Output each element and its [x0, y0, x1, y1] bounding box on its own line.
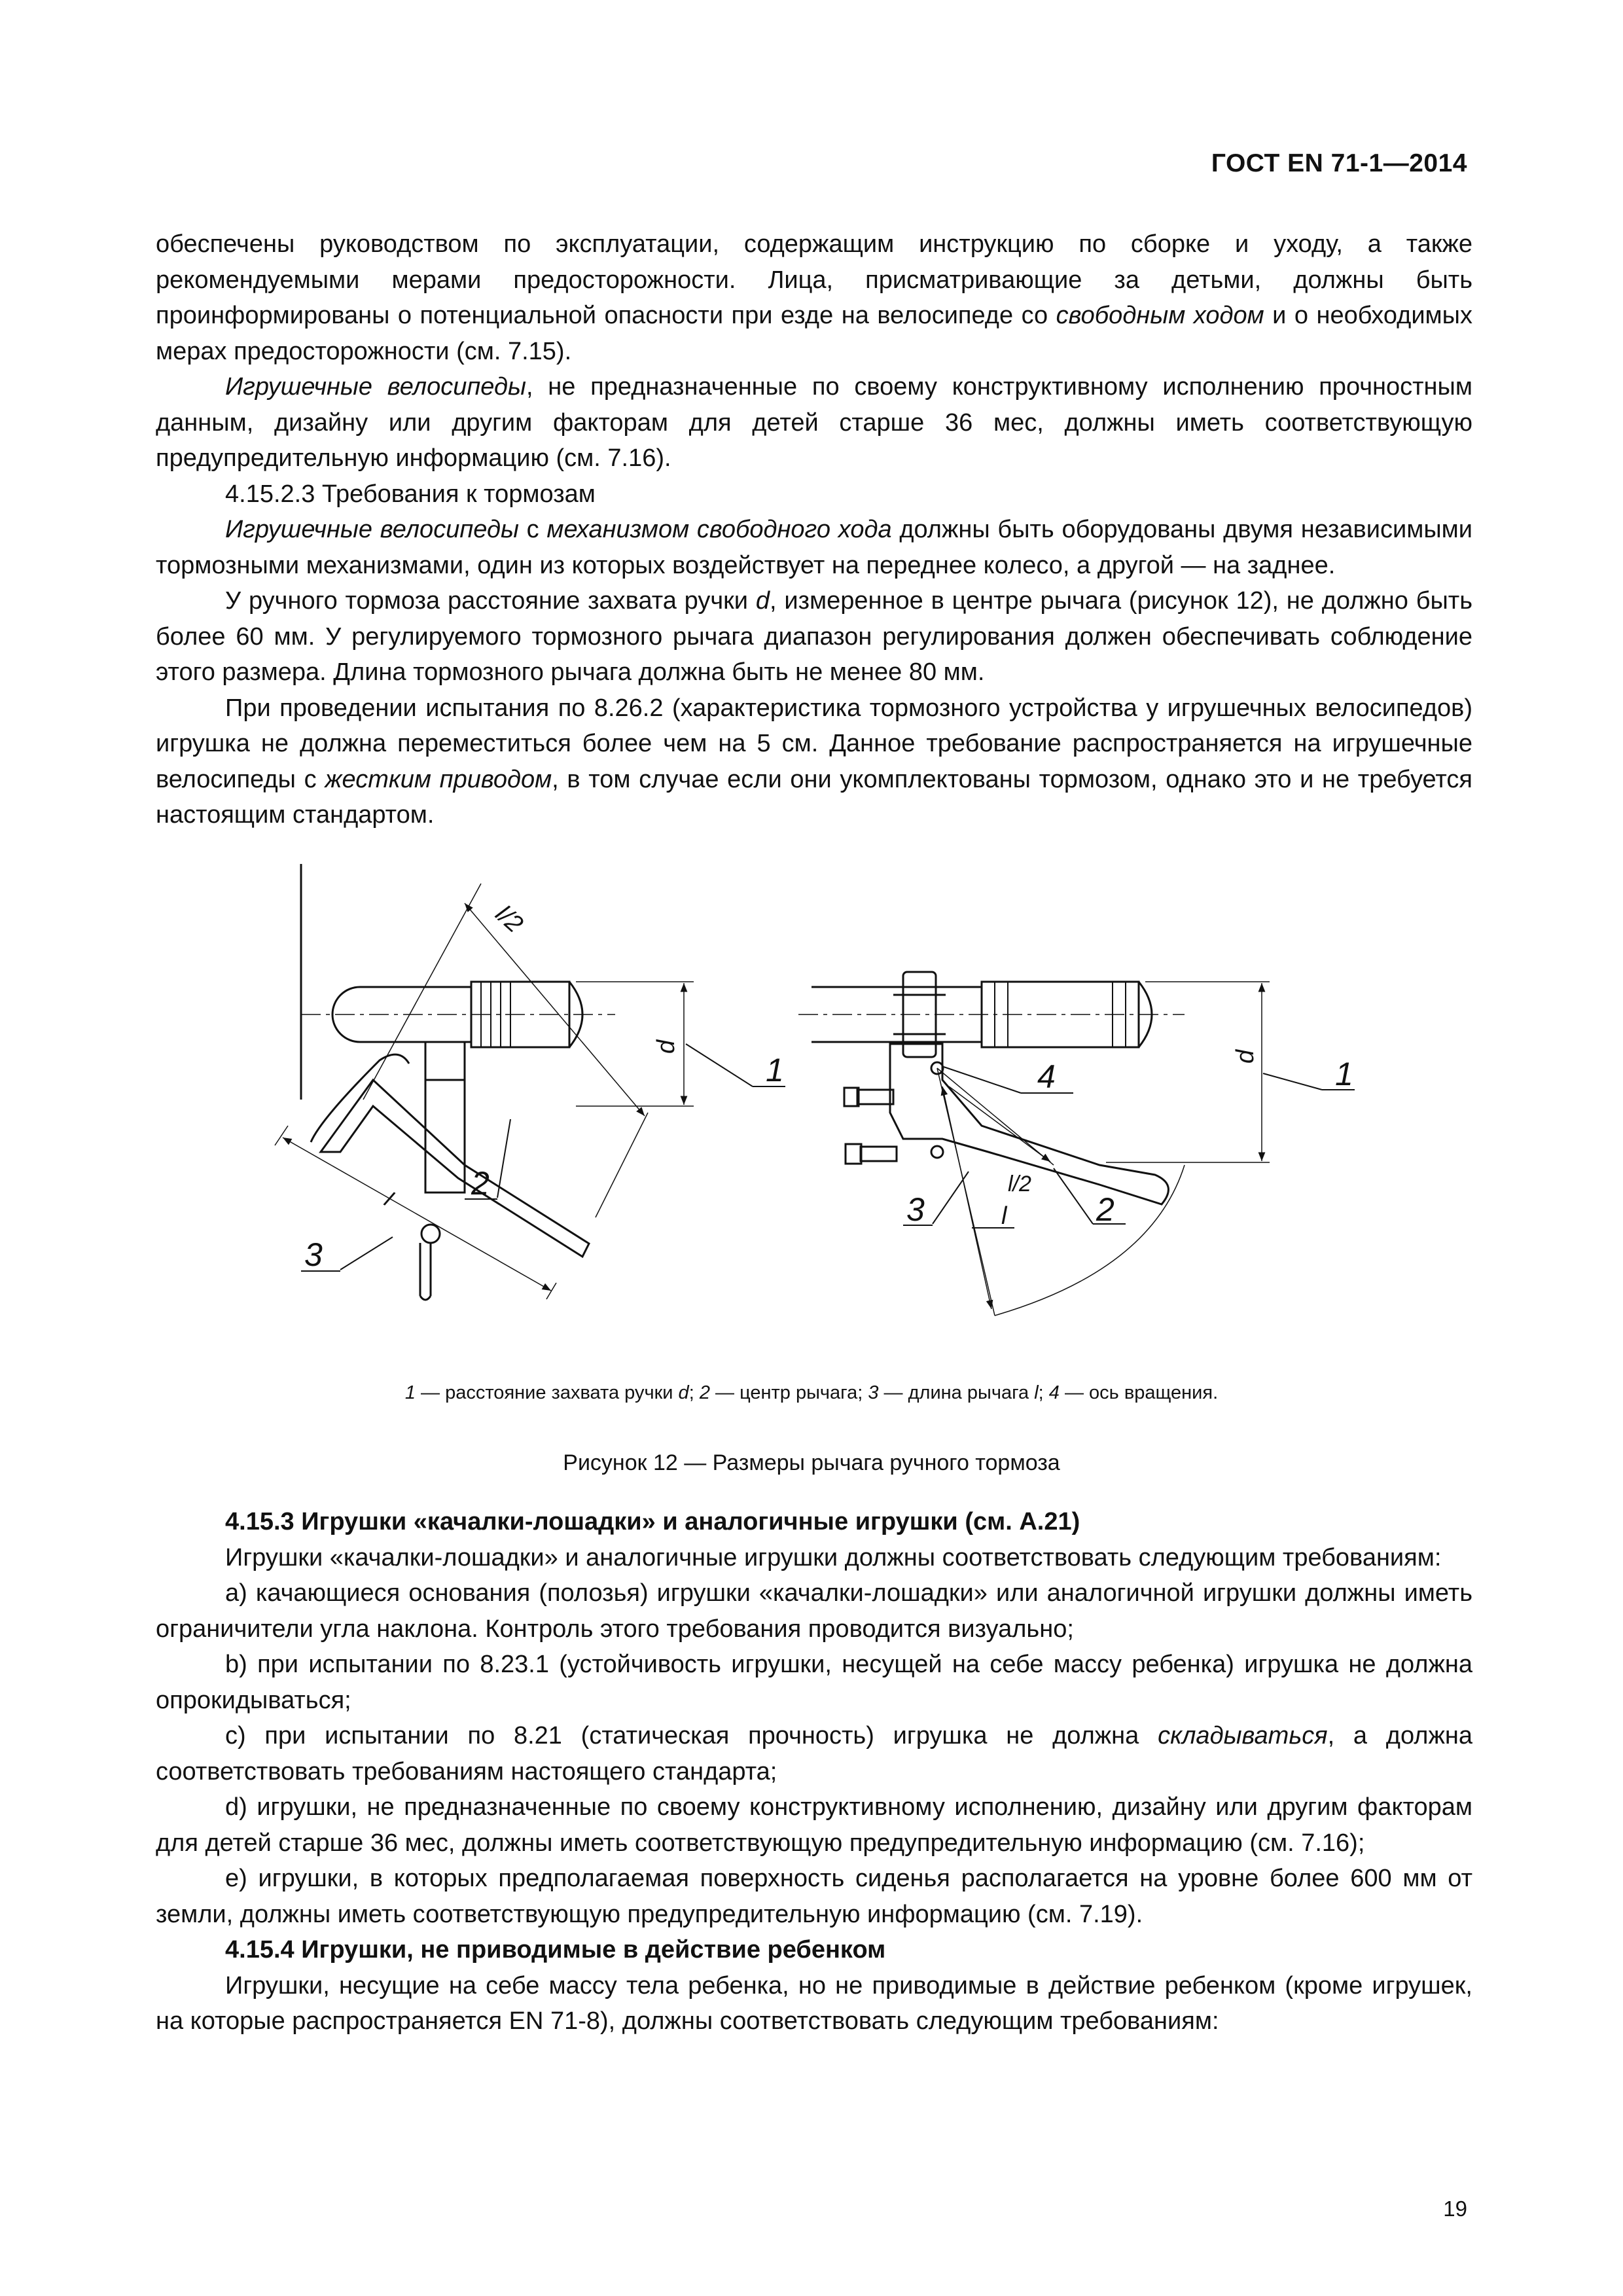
paragraph — [156, 1968, 1472, 2039]
paragraph — [156, 1540, 1472, 1576]
paragraph — [156, 691, 1472, 833]
page-number: 19 — [1443, 2197, 1467, 2221]
text-run: обеспечены руководством по эксплуатации, содержащим инструкцию по сборке и уходу, а также рекомендуемыми мерами предосторожности. Лица, присматривающие за детьми, должны быть проинформированы о потенциальной опасности при езде на велосипеде со — [156, 230, 1472, 329]
label-2-right: 2 — [1096, 1191, 1115, 1228]
text-run: 3 — [868, 1382, 879, 1403]
text-run: 1 — [404, 1382, 416, 1403]
label-2-left: 2 — [471, 1165, 490, 1202]
label-l-left: l — [380, 1187, 397, 1211]
text-run: должны быть оборудованы двумя независимыми тормозными механизмами, один из которых воздействует на переднее колесо, а другой — на заднее. — [156, 516, 1472, 579]
text-run: d — [755, 587, 770, 615]
label-4-right: 4 — [1037, 1058, 1056, 1095]
figure-legend — [0, 1382, 1623, 1404]
text-run: ; — [1038, 1382, 1049, 1403]
text-run: складываться — [1158, 1722, 1328, 1749]
text-run: l — [1034, 1382, 1039, 1403]
paragraph — [156, 369, 1472, 476]
text-run: d — [678, 1382, 689, 1403]
text-run: механизмом свободного хода — [546, 516, 892, 543]
text-run: При проведении испытания по 8.26.2 (характеристика тормозного устройства у игрушечных велосипедов) игрушка не должна переместиться более чем на 5 см. Данное требование распространяется на игрушечные велосипеды с — [156, 694, 1472, 793]
right-lever-view — [798, 972, 1355, 1316]
text-run: 4.15.4 Игрушки, не приводимые в действие ребенком — [225, 1936, 886, 1964]
paragraph — [156, 583, 1472, 691]
text-run: e) игрушки, в которых предполагаемая поверхность сиденья располагается на уровне более 600 мм от земли, должны иметь соответствующую предупредительную информацию (см. 7.19). — [156, 1865, 1472, 1928]
list-item — [156, 1861, 1472, 1932]
text-run: Игрушечные велосипеды — [225, 516, 519, 543]
label-l-right: l — [1001, 1202, 1007, 1230]
label-half-l-right: l/2 — [1008, 1172, 1031, 1196]
text-run: Игрушки «качалки-лошадки» и аналогичные игрушки должны соответствовать следующим требованиям: — [225, 1543, 1442, 1571]
label-1-left: 1 — [766, 1052, 784, 1088]
label-3-right: 3 — [906, 1191, 925, 1228]
text-run: Игрушечные велосипеды — [225, 373, 526, 401]
document-header: ГОСТ EN 71-1—2014 — [1211, 149, 1467, 177]
figure-caption: Рисунок 12 — Размеры рычага ручного тормоза — [563, 1450, 1060, 1475]
text-run: — длина рычага — [878, 1382, 1035, 1403]
section-heading — [156, 1504, 1472, 1540]
text-block-bottom — [156, 1504, 1472, 2039]
list-item — [156, 1575, 1472, 1647]
list-item — [156, 1718, 1472, 1789]
list-item — [156, 1789, 1472, 1861]
text-run: с — [518, 516, 547, 543]
text-block-top — [156, 226, 1472, 833]
paragraph — [156, 512, 1472, 583]
left-lever-view — [275, 864, 785, 1300]
text-run: 4.15.3 Игрушки «качалки-лошадки» и аналогичные игрушки (см. А.21) — [225, 1508, 1080, 1535]
text-run: — ось вращения. — [1059, 1382, 1219, 1403]
text-run: Игрушки, несущие на себе массу тела ребенка, но не приводимые в действие ребенком (кроме игрушек, на которые распространяется EN 71-8), должны соответствовать следующим требованиям: — [156, 1971, 1472, 2035]
label-d-right: d — [1232, 1049, 1259, 1064]
text-run: b) при испытании по 8.23.1 (устойчивость игрушки, несущей на себе массу ребенка) игрушка не должна опрокидываться; — [156, 1651, 1472, 1714]
label-half-l-left: l/2 — [490, 900, 528, 939]
text-run: 2 — [699, 1382, 710, 1403]
label-1-right: 1 — [1335, 1056, 1353, 1092]
text-run: d) игрушки, не предназначенные по своему конструктивному исполнению, дизайну или другим факторам для детей старше 36 мес, должны иметь соответствующую предупредительную информацию (см. 7.16); — [156, 1793, 1472, 1857]
text-run: и о необходимых мерах предосторожности (см. 7.15). — [156, 302, 1472, 365]
subsection-heading — [156, 476, 1472, 512]
brake-lever-drawing — [249, 864, 1374, 1335]
text-run: , в том случае если они укомплектованы тормозом, однако это и не требуется настоящим стандартом. — [156, 765, 1472, 829]
text-run: 4.15.2.3 Требования к тормозам — [225, 480, 596, 508]
text-run: a) качающиеся основания (полозья) игрушки «качалки-лошадки» или аналогичной игрушки должны иметь ограничители угла наклона. Контроль этого требования проводится визуально; — [156, 1579, 1472, 1643]
text-run: жестким приводом — [325, 765, 552, 793]
list-item — [156, 1647, 1472, 1718]
label-3-left: 3 — [304, 1236, 323, 1273]
text-run: c) при испытании по 8.21 (статическая прочность) игрушка не должна — [225, 1722, 1158, 1749]
paragraph — [156, 226, 1472, 369]
figure-12-brake-lever — [249, 864, 1374, 1335]
label-d-left: d — [652, 1039, 680, 1054]
text-run: — расстояние захвата ручки — [415, 1382, 679, 1403]
text-run: , не предназначенные по своему конструктивному исполнению прочностным данным, дизайну или другим факторам для детей старше 36 мес, должны иметь соответствующую предупредительную информацию (см. 7.16). — [156, 373, 1472, 472]
text-run: У ручного тормоза расстояние захвата ручки — [225, 587, 756, 615]
text-run: ; — [688, 1382, 700, 1403]
section-heading — [156, 1932, 1472, 1968]
text-run: 4 — [1048, 1382, 1060, 1403]
text-run: , измеренное в центре рычага (рисунок 12), не должно быть более 60 мм. У регулируемого тормозного рычага диапазон регулирования должен обеспечивать соблюдение этого размера. Длина тормозного рычага должна быть не менее 80 мм. — [156, 587, 1472, 686]
text-run: — центр рычага; — [709, 1382, 868, 1403]
text-run: , а должна соответствовать требованиям настоящего стандарта; — [156, 1722, 1472, 1785]
text-run: свободным ходом — [1056, 302, 1264, 329]
